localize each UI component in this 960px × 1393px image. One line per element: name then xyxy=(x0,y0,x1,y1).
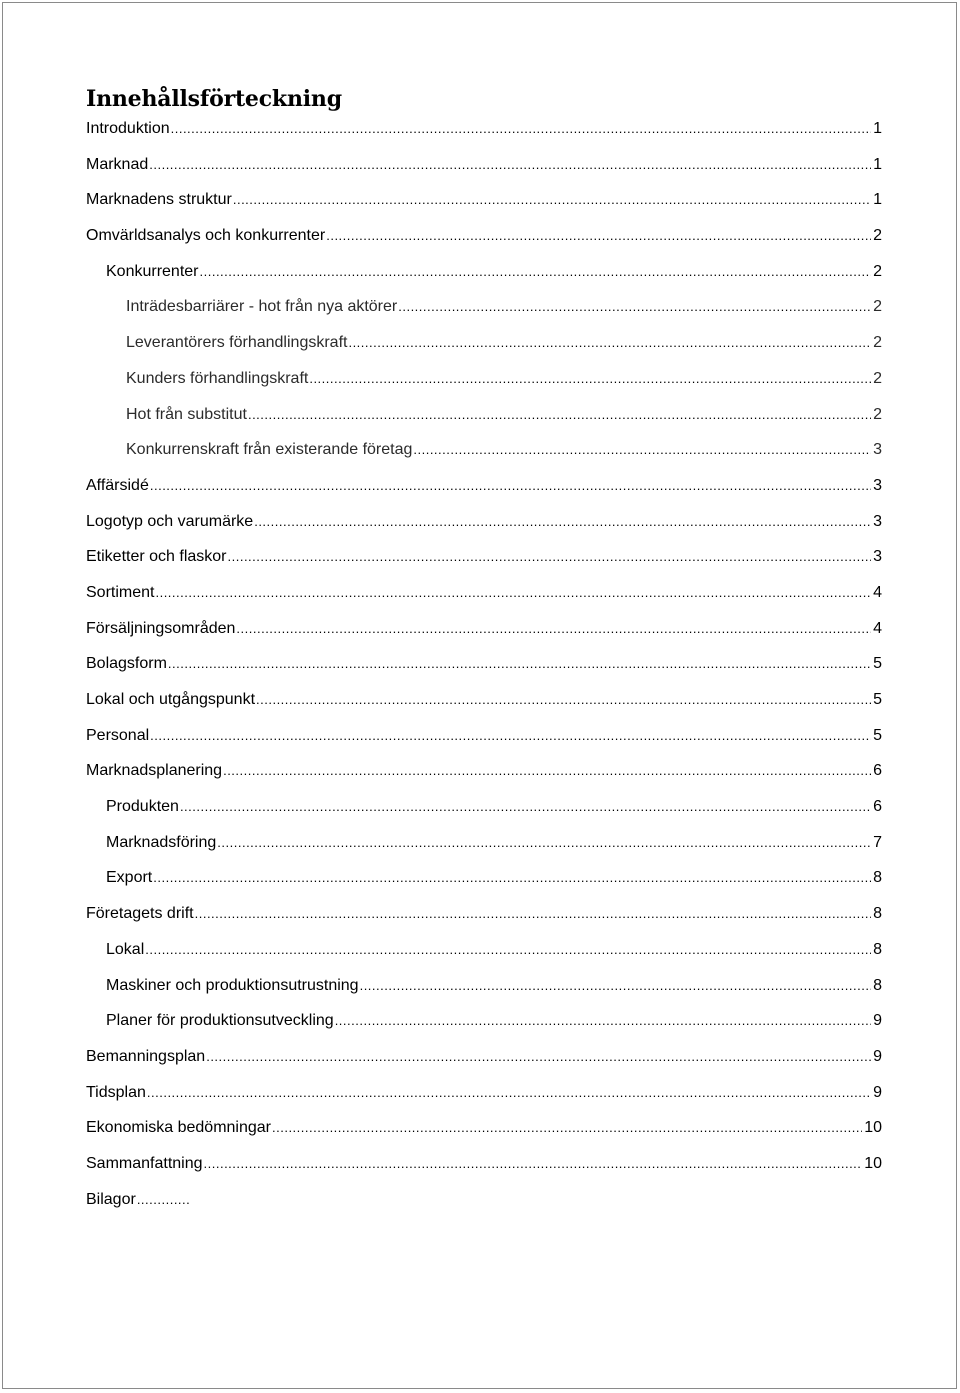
toc-entry-label: Lokal och utgångspunkt xyxy=(86,691,256,708)
toc-entry[interactable] xyxy=(86,789,882,825)
toc-entry-label: Introduktion xyxy=(86,120,170,137)
toc-entry-page-number: 6 xyxy=(873,762,882,780)
toc-dot-leader xyxy=(168,646,871,682)
toc-entry-label: Sammanfattning xyxy=(86,1154,203,1172)
toc-dot-leader xyxy=(150,468,871,504)
toc-entry-label: Företagets drift xyxy=(86,905,194,923)
toc-entry-page-number: 8 xyxy=(873,940,882,958)
toc-dot-leader xyxy=(217,825,871,861)
toc-dot-leader xyxy=(413,432,871,468)
toc-entry-label: Bemanningsplan xyxy=(86,1047,206,1065)
toc-dot-leader xyxy=(204,1146,863,1182)
toc-entry-page-number: 8 xyxy=(873,905,882,923)
toc-entry-page-number: 7 xyxy=(873,833,882,851)
toc-entry-label: Konkurrenter xyxy=(106,262,199,280)
toc-entry-label: Marknadens struktur xyxy=(86,191,232,209)
toc-dot-leader xyxy=(236,611,871,647)
toc-dot-leader xyxy=(335,1003,871,1039)
toc-entry-page-number: 6 xyxy=(873,798,882,816)
toc-dot-leader xyxy=(195,896,871,932)
toc-entry-label: Etiketter och flaskor xyxy=(86,548,227,566)
toc-list xyxy=(86,111,882,1217)
toc-entry[interactable] xyxy=(86,682,882,718)
toc-entry-label: Maskiner och produktionsutrustning xyxy=(106,976,359,994)
toc-entry-page-number: 2 xyxy=(873,405,882,423)
toc-entry-page-number: 1 xyxy=(873,120,882,137)
toc-entry[interactable] xyxy=(86,468,882,504)
toc-entry[interactable] xyxy=(86,504,882,540)
toc-entry-page-number: 3 xyxy=(873,548,882,566)
toc-entry-label: Försäljningsområden xyxy=(86,619,236,637)
toc-entry-label: Bolagsform xyxy=(86,655,167,673)
toc-entry-page-number: 2 xyxy=(873,227,882,245)
toc-entry-page-number: 3 xyxy=(873,512,882,530)
toc-dot-leader xyxy=(348,325,871,361)
toc-entry-label: Konkurrenskraft från existerande företag xyxy=(126,441,413,459)
toc-entry[interactable] xyxy=(86,147,882,183)
toc-dot-leader xyxy=(155,575,871,611)
toc-entry[interactable] xyxy=(86,289,882,325)
toc-entry-page-number: 2 xyxy=(873,262,882,280)
toc-entry-page-number: 10 xyxy=(864,1154,882,1172)
toc-dot-leader xyxy=(254,504,871,540)
toc-entry[interactable] xyxy=(86,182,882,218)
toc-entry-label: Hot från substitut xyxy=(126,405,247,423)
toc-entry-label: Affärsidé xyxy=(86,476,149,494)
toc-entry-page-number: 9 xyxy=(873,1047,882,1065)
toc-dot-leader xyxy=(360,968,871,1004)
toc-entry-label: Leverantörers förhandlingskraft xyxy=(126,334,348,352)
toc-entry[interactable] xyxy=(86,1075,882,1111)
toc-entry-label: Logotyp och varumärke xyxy=(86,512,254,530)
toc-entry-page-number: 4 xyxy=(873,583,882,601)
toc-entry[interactable] xyxy=(86,718,882,754)
toc-entry[interactable] xyxy=(86,753,882,789)
toc-entry[interactable] xyxy=(86,1110,882,1146)
toc-entry[interactable] xyxy=(86,968,882,1004)
toc-dot-leader xyxy=(223,753,871,789)
toc-entry-page-number: 1 xyxy=(873,191,882,209)
toc-entry[interactable] xyxy=(86,1039,882,1075)
toc-entry[interactable] xyxy=(86,539,882,575)
toc-entry-label: Export xyxy=(106,869,153,887)
toc-entry[interactable] xyxy=(86,254,882,290)
toc-entry[interactable] xyxy=(86,1146,882,1182)
toc-entry-label: Sortiment xyxy=(86,583,155,601)
toc-entry-page-number: 10 xyxy=(864,1119,882,1137)
toc-entry[interactable] xyxy=(86,325,882,361)
toc-entry-label: Omvärldsanalys och konkurrenter xyxy=(86,227,326,245)
toc-entry-label: Ekonomiska bedömningar xyxy=(86,1119,271,1137)
toc-title: Innehållsförteckning xyxy=(86,86,342,112)
toc-dot-leader xyxy=(398,289,871,325)
toc-entry[interactable] xyxy=(86,397,882,433)
toc-entry[interactable] xyxy=(86,1003,882,1039)
toc-dot-leader xyxy=(150,718,871,754)
toc-dot-leader xyxy=(180,789,871,825)
toc-entry-page-number: 3 xyxy=(873,476,882,494)
toc-dot-leader xyxy=(200,254,872,290)
toc-entry-page-number: 4 xyxy=(873,619,882,637)
toc-entry-label: Planer för produktionsutveckling xyxy=(106,1012,334,1030)
toc-dot-leader xyxy=(326,218,871,254)
toc-dot-leader xyxy=(228,539,872,575)
toc-entry-label: Produkten xyxy=(106,798,179,816)
toc-entry-page-number: 5 xyxy=(873,726,882,744)
toc-entry[interactable] xyxy=(86,860,882,896)
toc-dot-leader xyxy=(153,860,871,896)
toc-entry-page-number: 2 xyxy=(873,334,882,352)
toc-entry[interactable] xyxy=(86,825,882,861)
toc-entry-page-number: 2 xyxy=(873,298,882,316)
toc-entry-page-number: 1 xyxy=(873,155,882,173)
toc-entry-page-number: 2 xyxy=(873,369,882,387)
toc-entry-label: Marknadsplanering xyxy=(86,762,223,780)
toc-entry-page-number: 5 xyxy=(873,655,882,673)
toc-entry-label: Lokal xyxy=(106,940,145,958)
toc-entry-page-number: 8 xyxy=(873,976,882,994)
toc-entry[interactable] xyxy=(86,432,882,468)
toc-entry-page-number: 8 xyxy=(873,869,882,887)
toc-entry-label: Marknad xyxy=(86,155,149,173)
toc-entry[interactable] xyxy=(86,611,882,647)
toc-dot-leader xyxy=(147,1075,871,1111)
toc-entry-page-number: 5 xyxy=(873,691,882,708)
toc-dot-leader xyxy=(145,932,871,968)
toc-entry[interactable] xyxy=(86,932,882,968)
toc-dot-leader xyxy=(171,111,871,147)
toc-dot-leader xyxy=(272,1110,862,1146)
toc-entry-page-number: 9 xyxy=(873,1083,882,1101)
toc-entry[interactable] xyxy=(86,218,882,254)
toc-entry-label: Marknadsföring xyxy=(106,833,217,851)
toc-dot-leader xyxy=(248,397,871,433)
toc-dot-leader xyxy=(309,361,871,397)
toc-entry-label: Tidsplan xyxy=(86,1083,146,1101)
toc-entry-label: Personal xyxy=(86,726,150,744)
toc-entry[interactable] xyxy=(86,896,882,932)
toc-dot-leader xyxy=(206,1039,871,1075)
toc-entry[interactable] xyxy=(86,111,882,147)
toc-dot-leader xyxy=(233,182,871,218)
document-page xyxy=(2,2,957,1389)
toc-entry-label: Kunders förhandlingskraft xyxy=(126,369,309,387)
toc-entry[interactable] xyxy=(86,361,882,397)
toc-entry-label: Bilagor xyxy=(86,1190,136,1208)
toc-entry[interactable] xyxy=(86,646,882,682)
toc-dot-leader xyxy=(149,147,871,183)
toc-entry[interactable] xyxy=(86,575,882,611)
toc-entry-page-number: 9 xyxy=(873,1012,882,1030)
toc-entry[interactable] xyxy=(86,1182,882,1218)
toc-dot-leader xyxy=(256,682,871,718)
toc-entry-page-number: 3 xyxy=(873,441,882,459)
toc-entry-label: Inträdesbarriärer - hot från nya aktörer xyxy=(126,298,398,316)
toc-dot-leader xyxy=(137,1182,189,1218)
